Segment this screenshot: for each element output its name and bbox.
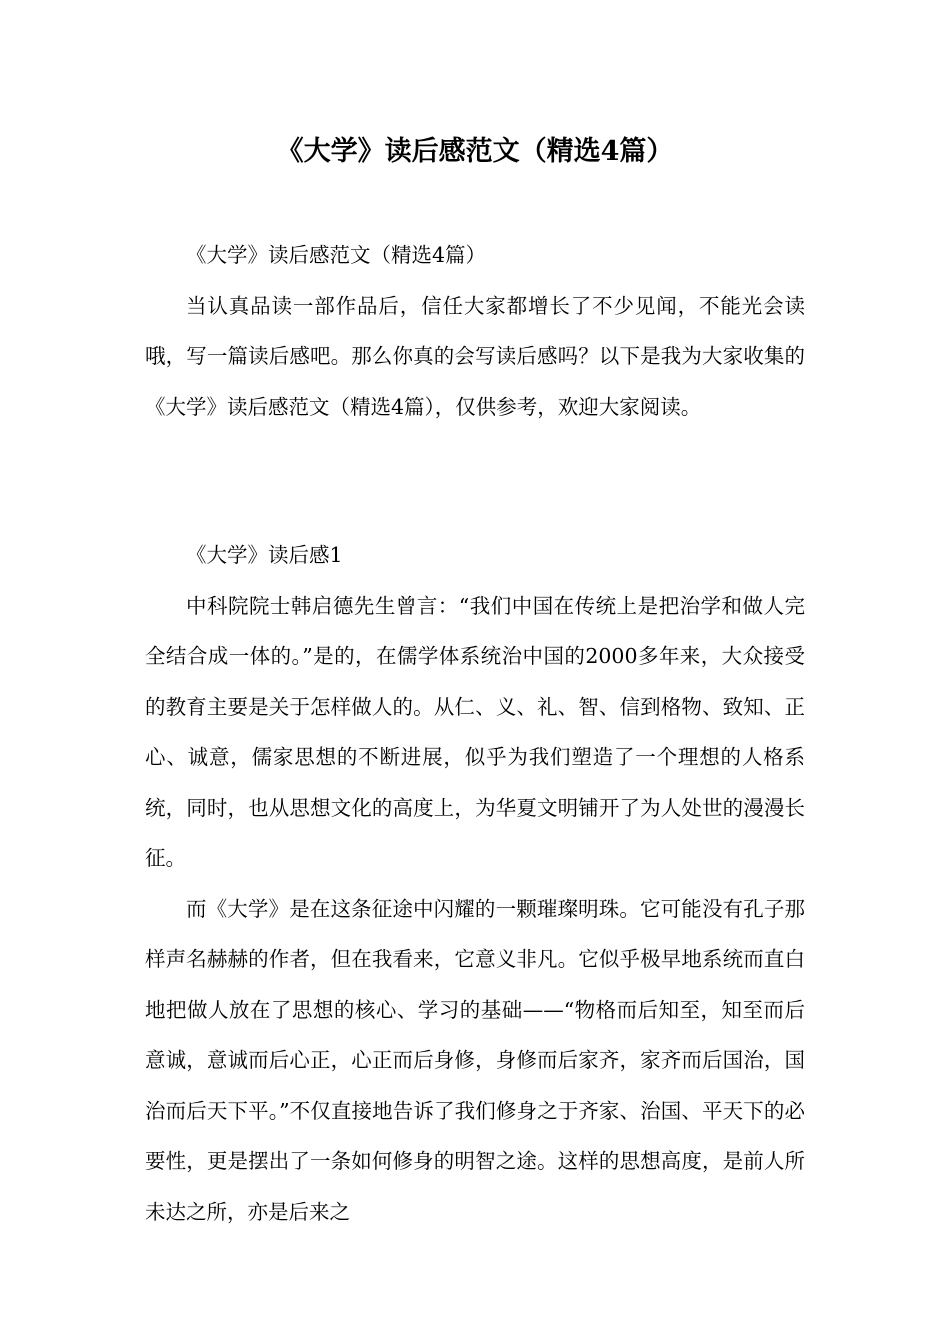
section-1-heading: 《大学》读后感1 bbox=[186, 543, 343, 567]
document-title: 《大学》读后感范文（精选4篇） bbox=[276, 136, 674, 167]
intro-paragraph: 当认真品读一部作品后，信任大家都增长了不少见闻，不能光会读哦，写一篇读后感吧。那么你真的会写读后感吗？以下是我为大家收集的《大学》读后感范文（精选4篇），仅供参考，欢迎大家阅读。 bbox=[145, 293, 805, 419]
section-1 bbox=[145, 530, 805, 1237]
intro-section bbox=[145, 230, 805, 432]
section-1-paragraph-1: 中科院院士韩启德先生曾言：“我们中国在传统上是把治学和做人完全结合成一体的。”是的，在儒学体系统治中国的2000多年来，大众接受的教育主要是关于怎样做人的。从仁、义、礼、智、信到格物、致知、正心、诚意，儒家思想的不断进展，似乎为我们塑造了一个理想的人格系统，同时，也从思想文化的高度上，为华夏文明铺开了为人处世的漫漫长征。 bbox=[145, 593, 805, 870]
section-1-paragraph-2: 而《大学》是在这条征途中闪耀的一颗璀璨明珠。它可能没有孔子那样声名赫赫的作者，但在我看来，它意义非凡。它似乎极早地系统而直白地把做人放在了思想的核心、学习的基础——“物格而后知至，知至而后意诚，意诚而后心正，心正而后身修，身修而后家齐，家齐而后国治，国治而后天下平。”不仅直接地告诉了我们修身之于齐家、治国、平天下的必要性，更是摆出了一条如何修身的明智之途。这样的思想高度，是前人所未达之所，亦是后来之 bbox=[145, 896, 805, 1224]
intro-heading: 《大学》读后感范文（精选4篇） bbox=[186, 243, 487, 267]
